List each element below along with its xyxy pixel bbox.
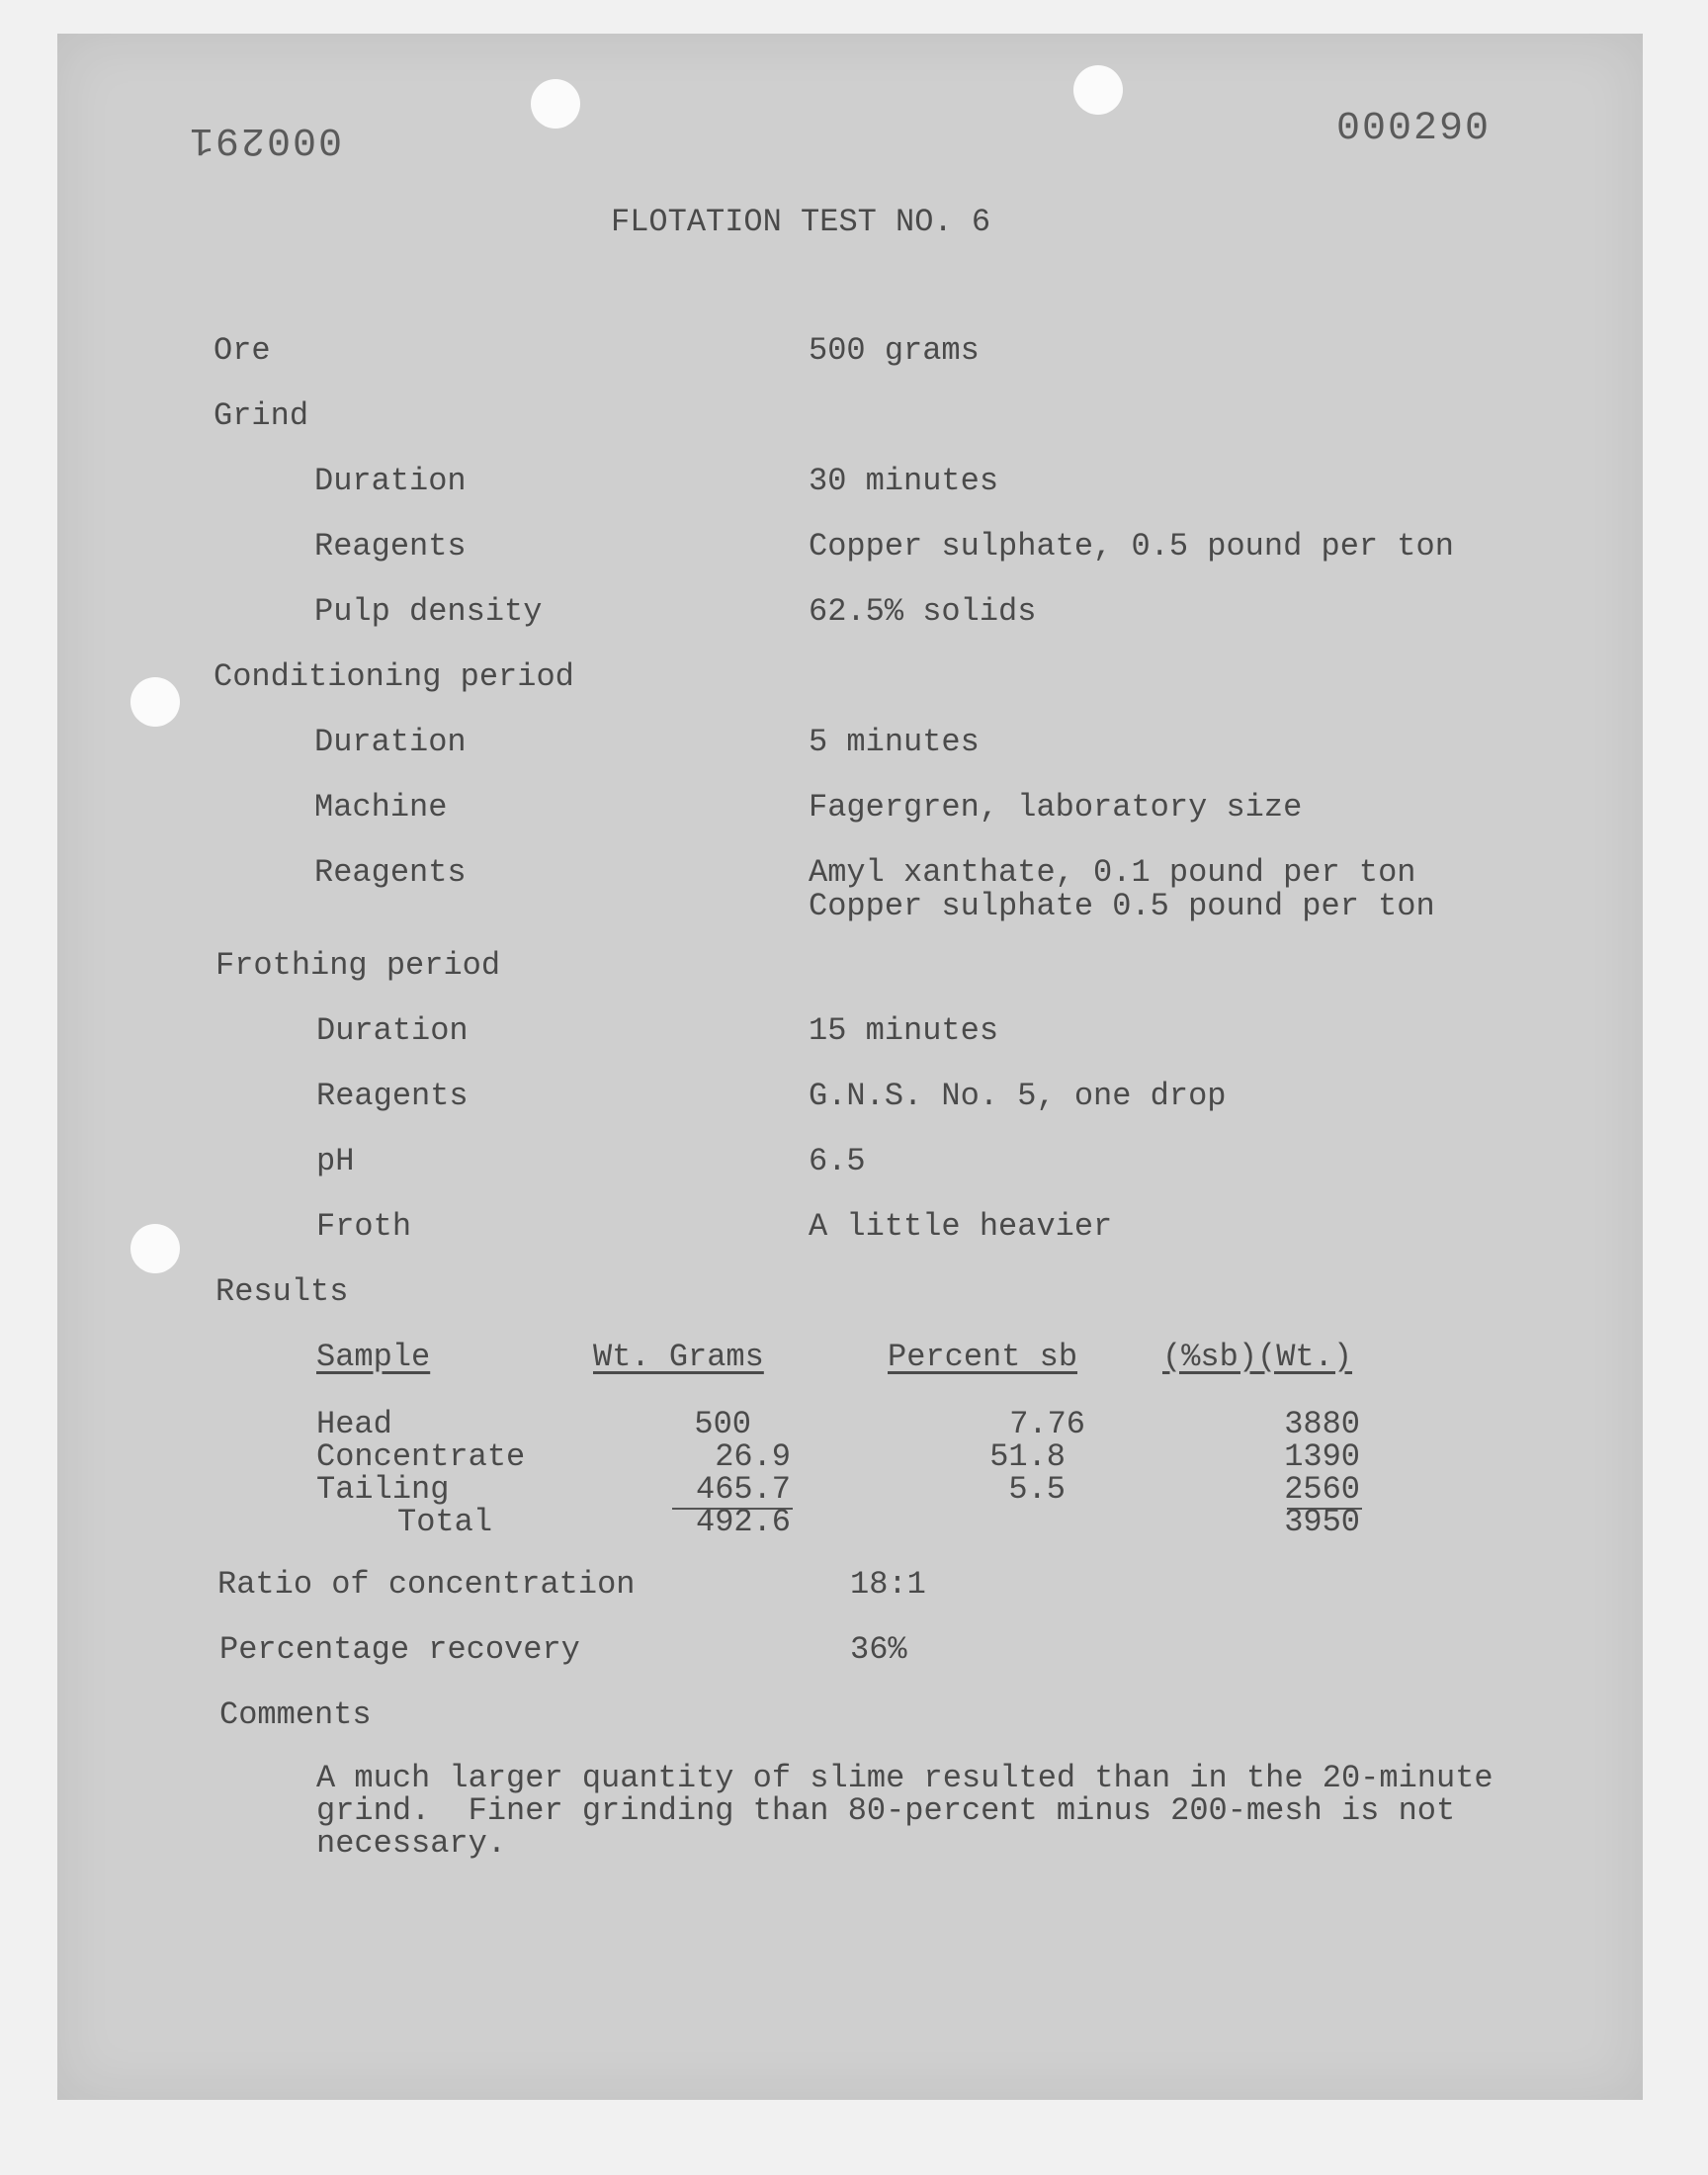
results-label: Results (215, 1273, 349, 1310)
row-concentrate-sample: Concentrate (316, 1438, 526, 1475)
froth-value: A little heavier (809, 1208, 1113, 1245)
conditioning-reagents-value-1: Amyl xanthate, 0.1 pound per ton (809, 854, 1416, 891)
frothing-reagents-value: G.N.S. No. 5, one drop (809, 1078, 1227, 1114)
frothing-label: Frothing period (215, 947, 501, 984)
row-concentrate-wt: 26.9 (715, 1438, 791, 1475)
page-title: FLOTATION TEST NO. 6 (611, 204, 991, 240)
header-sample: Sample (316, 1339, 431, 1375)
row-tailing-sample: Tailing (316, 1471, 450, 1508)
ph-label: pH (316, 1143, 355, 1179)
recovery-value: 36% (850, 1631, 907, 1668)
row-tailing-wt: 465.7 (695, 1471, 791, 1508)
ratio-label: Ratio of concentration (217, 1566, 636, 1603)
page-number-stamp-left: 000291 (188, 117, 343, 161)
grind-duration-label: Duration (314, 463, 467, 499)
header-product: (%sb)(Wt.) (1162, 1339, 1353, 1375)
row-concentrate-product: 1390 (1284, 1438, 1360, 1475)
row-head-pct: 7.76 (1009, 1406, 1085, 1442)
froth-label: Froth (316, 1208, 412, 1245)
comments-label: Comments (219, 1696, 372, 1733)
comments-line-2: grind. Finer grinding than 80-percent minus 200-mesh is not (316, 1792, 1456, 1829)
ore-label: Ore (214, 332, 271, 369)
frothing-duration-label: Duration (316, 1012, 469, 1049)
row-tailing-product: 2560 (1284, 1471, 1360, 1508)
ph-value: 6.5 (809, 1143, 866, 1179)
machine-label: Machine (314, 789, 448, 826)
punch-hole-side-lower (130, 1224, 180, 1273)
punch-hole-top-left (531, 79, 580, 129)
frothing-duration-value: 15 minutes (809, 1012, 999, 1049)
row-total-product: 3950 (1284, 1504, 1360, 1540)
ratio-value: 18:1 (850, 1566, 926, 1603)
conditioning-reagents-label: Reagents (314, 854, 467, 891)
ore-value: 500 grams (809, 332, 980, 369)
grind-reagents-value: Copper sulphate, 0.5 pound per ton (809, 528, 1454, 565)
comments-line-3: necessary. (316, 1825, 507, 1862)
pulp-density-label: Pulp density (314, 593, 543, 630)
machine-value: Fagergren, laboratory size (809, 789, 1303, 826)
grind-duration-value: 30 minutes (809, 463, 999, 499)
header-wt-grams: Wt. Grams (593, 1339, 764, 1375)
row-head-sample: Head (316, 1406, 392, 1442)
pulp-density-value: 62.5% solids (809, 593, 1037, 630)
page-number-stamp-right: 000290 (1336, 107, 1492, 151)
conditioning-reagents-value-2: Copper sulphate 0.5 pound per ton (809, 888, 1435, 924)
punch-hole-side-upper (130, 677, 180, 727)
punch-hole-top-right (1073, 65, 1123, 115)
row-head-wt: 500 (694, 1406, 751, 1442)
comments-line-1: A much larger quantity of slime resulted than in the 20-minute (316, 1760, 1494, 1796)
grind-reagents-label: Reagents (314, 528, 467, 565)
conditioning-duration-value: 5 minutes (809, 724, 980, 760)
row-total-wt: 492.6 (695, 1504, 791, 1540)
row-concentrate-pct: 51.8 (989, 1438, 1066, 1475)
header-percent-sb: Percent sb (888, 1339, 1078, 1375)
recovery-label: Percentage recovery (219, 1631, 580, 1668)
row-total-sample: Total (397, 1504, 493, 1540)
grind-label: Grind (214, 397, 309, 434)
frothing-reagents-label: Reagents (316, 1078, 469, 1114)
conditioning-label: Conditioning period (214, 658, 574, 695)
conditioning-duration-label: Duration (314, 724, 467, 760)
row-head-product: 3880 (1284, 1406, 1360, 1442)
row-tailing-pct: 5.5 (1008, 1471, 1066, 1508)
